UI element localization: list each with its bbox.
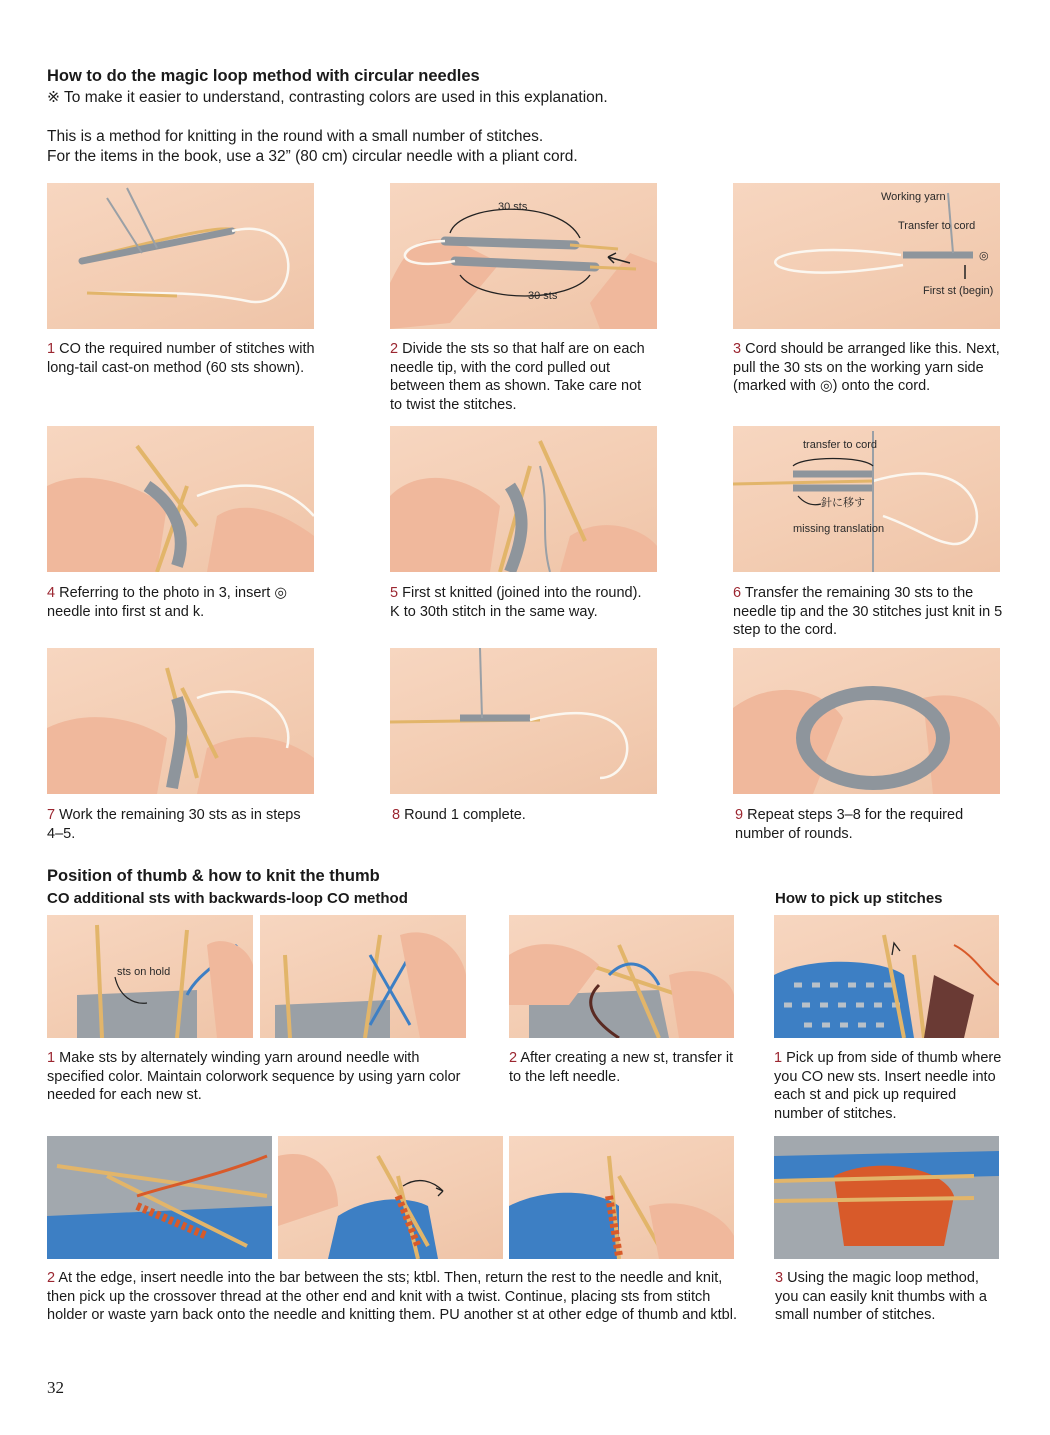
label-30-sts-top: 30 sts bbox=[498, 201, 528, 213]
caption-step-5: 5 First st knitted (joined into the round). K to 30th stitch in the same way. bbox=[390, 585, 642, 620]
thumb-section-subtitle: CO additional sts with backwards-loop CO method bbox=[47, 890, 408, 907]
photo-step-2 bbox=[390, 183, 657, 329]
photo-pu-2c bbox=[509, 1136, 734, 1259]
caption-step-4: 4 Referring to the photo in 3, insert ◎ needle into first st and k. bbox=[47, 585, 287, 620]
photo-step-9 bbox=[733, 648, 1000, 794]
color-note: ※ To make it easier to understand, contrasting colors are used in this explanation. bbox=[47, 89, 608, 106]
caption-step-1: 1 CO the required number of stitches with long-tail cast-on method (60 sts shown). bbox=[47, 341, 315, 376]
photo-pu-3 bbox=[774, 1136, 999, 1259]
caption-pu-2: 2 At the edge, insert needle into the bar between the sts; ktbl. Then, return the rest to the needle and knit, then pick up the crossover thread at the other end and knit with a twist. Continue, placing sts from stitch holder or waste yarn back onto the needle and knitting them. PU another st at other edge of thumb and ktbl. bbox=[47, 1270, 737, 1323]
page-number: 32 bbox=[47, 1378, 64, 1397]
intro-line-2: For the items in the book, use a 32” (80 cm) circular needle with a pliant cord. bbox=[47, 148, 578, 165]
label-transfer-to-cord-6: transfer to cord bbox=[803, 439, 877, 451]
caption-co-2: 2 After creating a new st, transfer it to the left needle. bbox=[509, 1050, 734, 1085]
caption-step-8: 8 Round 1 complete. bbox=[392, 807, 526, 823]
photo-step-5 bbox=[390, 426, 657, 572]
photo-pu-2a bbox=[47, 1136, 272, 1259]
photo-co-2 bbox=[509, 915, 734, 1038]
label-first-st: First st (begin) bbox=[923, 285, 994, 297]
caption-pu-1: 1 Pick up from side of thumb where you CO new sts. Insert needle into each st and pick up required number of stitches. bbox=[774, 1050, 1002, 1122]
photo-co-1b bbox=[260, 915, 466, 1038]
photo-step-7 bbox=[47, 648, 314, 794]
photo-step-3 bbox=[733, 183, 1000, 329]
label-transfer-to-cord: Transfer to cord bbox=[898, 220, 976, 232]
caption-co-1: 1 Make sts by alternately winding yarn around needle with specified color. Maintain colorwork sequence by using yarn color needed for each new st. bbox=[47, 1050, 461, 1103]
caption-step-3: 3 Cord should be arranged like this. Next, pull the 30 sts on the working yarn side (marked with ◎) onto the cord. bbox=[733, 341, 1000, 394]
thumb-section-title: Position of thumb & how to knit the thumb bbox=[47, 867, 380, 885]
page-title: How to do the magic loop method with circular needles bbox=[47, 67, 480, 85]
photo-step-4 bbox=[47, 426, 314, 572]
label-30-sts-bottom: 30 sts bbox=[528, 290, 558, 302]
photo-step-1 bbox=[47, 183, 314, 329]
caption-step-9: 9 Repeat steps 3–8 for the required number of rounds. bbox=[735, 807, 964, 842]
caption-step-2: 2 Divide the sts so that half are on each needle tip, with the cord pulled out between them as shown. Take care not to twist the stitches. bbox=[390, 341, 645, 413]
label-missing-translation: missing translation bbox=[793, 523, 885, 535]
photo-step-6 bbox=[733, 426, 1000, 572]
mark-double-circle: ◎ bbox=[979, 250, 989, 262]
caption-pu-3: 3 Using the magic loop method, you can easily knit thumbs with a small number of stitches. bbox=[775, 1270, 987, 1323]
photo-step-8 bbox=[390, 648, 657, 794]
label-working-yarn: Working yarn bbox=[881, 191, 946, 203]
label-japanese: 針に移す bbox=[821, 497, 865, 509]
photo-pu-1 bbox=[774, 915, 999, 1038]
label-sts-on-hold: sts on hold bbox=[117, 966, 171, 978]
photo-co-1a bbox=[47, 915, 253, 1038]
pickup-title: How to pick up stitches bbox=[775, 890, 943, 907]
caption-step-7: 7 Work the remaining 30 sts as in steps 4–5. bbox=[47, 807, 301, 842]
intro-line-1: This is a method for knitting in the round with a small number of stitches. bbox=[47, 128, 544, 145]
photo-pu-2b bbox=[278, 1136, 503, 1259]
caption-step-6: 6 Transfer the remaining 30 sts to the needle tip and the 30 stitches just knit in 5 step to the cord. bbox=[733, 585, 1003, 638]
